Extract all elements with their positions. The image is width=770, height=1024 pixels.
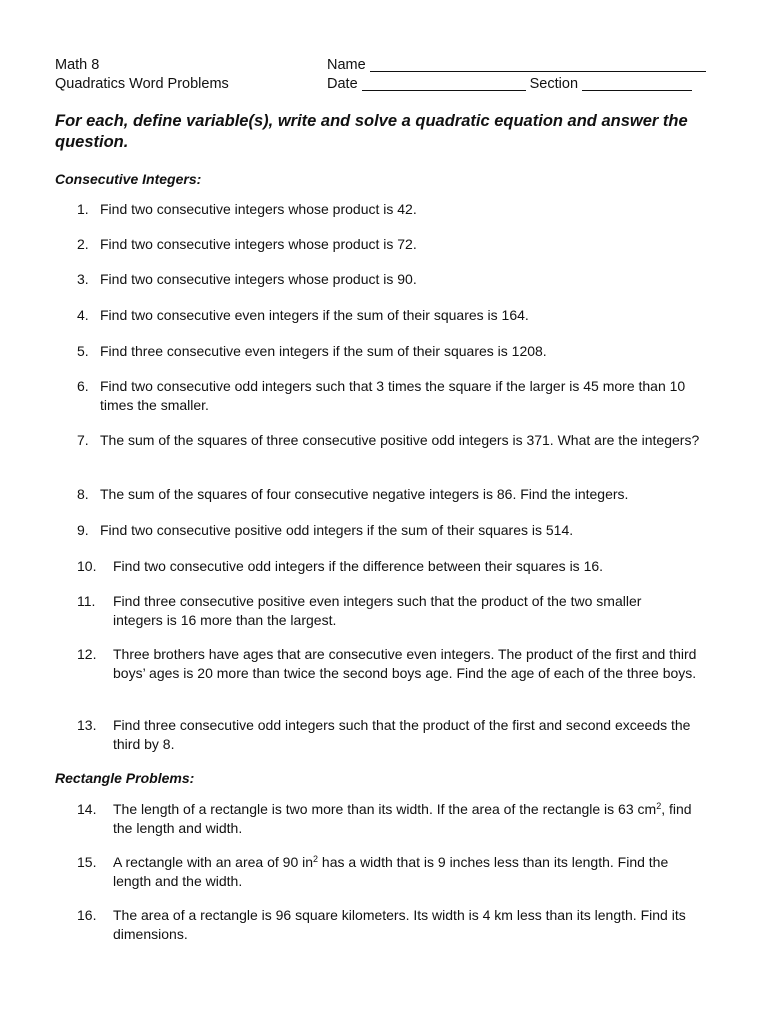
problem-number: 13. bbox=[77, 717, 97, 733]
course-name: Math 8 bbox=[55, 57, 100, 73]
problem-text: Find two consecutive even integers if the sum of their squares is 164. bbox=[100, 307, 529, 323]
problem-text: The area of a rectangle is 96 square kilometers. Its width is 4 km less than its length. Find its dimensions. bbox=[113, 907, 686, 942]
problem-number: 6. bbox=[77, 378, 89, 394]
problem-text: Find two consecutive integers whose product is 90. bbox=[100, 271, 417, 287]
problem-number: 2. bbox=[77, 236, 89, 252]
problem-text: Find three consecutive even integers if the sum of their squares is 1208. bbox=[100, 343, 547, 359]
section-blank bbox=[582, 76, 692, 91]
problem-text: Find two consecutive positive odd integers if the sum of their squares is 514. bbox=[100, 522, 574, 538]
superscript-2: 2 bbox=[656, 801, 662, 811]
problem-text: Find three consecutive positive even integers such that the product of the two smaller integers is 16 more than the largest. bbox=[113, 593, 642, 628]
problem-number: 8. bbox=[77, 486, 89, 502]
problem-number: 3. bbox=[77, 271, 89, 287]
problem-number: 10. bbox=[77, 558, 97, 574]
problem-number: 5. bbox=[77, 343, 89, 359]
problem-number: 12. bbox=[77, 646, 97, 662]
problem-text: The sum of the squares of three consecutive positive odd integers is 371. What are the integers? bbox=[100, 432, 700, 448]
problem-text: The length of a rectangle is two more than its width. If the area of the rectangle is 63 $cm^2$, find the length and width. bbox=[113, 801, 692, 836]
name-row bbox=[327, 56, 706, 75]
problem-number: 16. bbox=[77, 907, 97, 923]
problem-text: Three brothers have ages that are consecutive even integers. The product of the first and third boys’ ages is 20 more than twice the second boys age. Find the age of each of the three boys. bbox=[113, 646, 697, 681]
date-section-row bbox=[327, 75, 706, 94]
section-title-rectangle: Rectangle Problems: bbox=[55, 770, 195, 786]
problem-number: 9. bbox=[77, 522, 89, 538]
problem-text: Find three consecutive odd integers such that the product of the first and second exceeds the third by 8. bbox=[113, 717, 691, 752]
header-left bbox=[55, 56, 229, 94]
problem-text: Find two consecutive integers whose product is 72. bbox=[100, 236, 417, 252]
problem-text: Find two consecutive integers whose product is 42. bbox=[100, 201, 417, 217]
problem-number: 11. bbox=[77, 593, 96, 609]
name-label: Name bbox=[327, 57, 366, 73]
problem-text: A rectangle with an area of 90 $in^2$ has a width that is 9 inches less than its length. Find the length and the width. bbox=[113, 854, 669, 889]
problem-text: Find two consecutive odd integers if the difference between their squares is 16. bbox=[113, 558, 604, 574]
superscript-2: 2 bbox=[313, 854, 319, 864]
problem-text: Find two consecutive odd integers such that 3 times the square if the larger is 45 more than 10 times the smaller. bbox=[100, 378, 686, 413]
problem-number: 4. bbox=[77, 307, 89, 323]
instructions: For each, define variable(s), write and solve a quadratic equation and answer the question. bbox=[55, 112, 688, 151]
problem-text: The sum of the squares of four consecutive negative integers is 86. Find the integers. bbox=[100, 486, 629, 502]
name-blank bbox=[370, 57, 706, 72]
section-label: Section bbox=[529, 76, 579, 92]
header-right bbox=[327, 56, 706, 94]
problem-number: 15. bbox=[77, 854, 97, 870]
date-label: Date bbox=[327, 76, 358, 92]
problem-number: 14. bbox=[77, 801, 97, 817]
problem-number: 7. bbox=[77, 432, 89, 448]
date-blank bbox=[362, 76, 526, 91]
problem-number: 1. bbox=[77, 201, 89, 217]
section-title-consecutive: Consecutive Integers: bbox=[55, 171, 202, 187]
worksheet-topic: Quadratics Word Problems bbox=[55, 76, 229, 92]
